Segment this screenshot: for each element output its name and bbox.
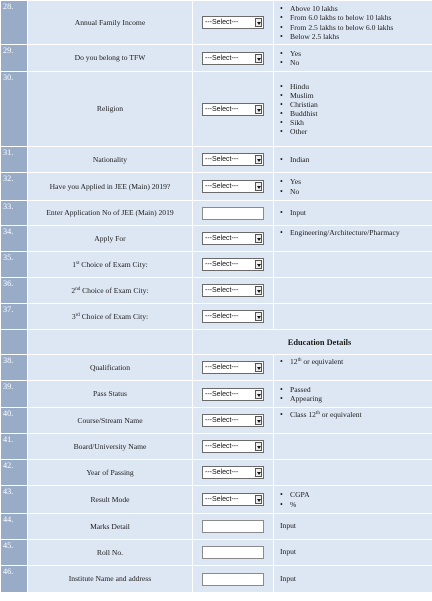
options-cell (274, 226, 432, 252)
form-row (1, 460, 432, 486)
field-label: Roll No. (28, 540, 193, 566)
field-label: Nationality (28, 147, 193, 173)
form-row (1, 540, 432, 566)
row-number: 42. (1, 460, 28, 486)
row-number: 32. (1, 173, 28, 201)
options-cell (274, 355, 432, 381)
exam-city-2-select[interactable]: ---Select--- (202, 284, 264, 297)
field-label: 2nd Choice of Exam City: (28, 278, 193, 304)
dropdown-arrow-icon (255, 468, 262, 477)
form-row (1, 173, 432, 201)
field-label: 3rd Choice of Exam City: (28, 304, 193, 330)
option-item: • Muslim (290, 91, 432, 100)
section-row (1, 330, 432, 355)
options-cell (274, 514, 432, 540)
option-item: • Yes (290, 177, 432, 186)
options-cell (274, 381, 432, 408)
options-cell (274, 1, 432, 45)
form-row (1, 486, 432, 514)
apply-for-select[interactable]: ---Select--- (202, 232, 264, 245)
dropdown-arrow-icon (255, 155, 262, 164)
form-row (1, 355, 432, 381)
nationality-select[interactable]: ---Select--- (202, 153, 264, 166)
options-cell (274, 278, 432, 304)
exam-city-3-select[interactable]: ---Select--- (202, 310, 264, 323)
jee-applied-select[interactable]: ---Select--- (202, 180, 264, 193)
form-row (1, 72, 432, 147)
dropdown-arrow-icon (255, 182, 262, 191)
dropdown-arrow-icon (255, 18, 262, 27)
option-item: • Christian (290, 100, 432, 109)
options-cell (274, 486, 432, 514)
dropdown-arrow-icon (255, 390, 262, 399)
dropdown-arrow-icon (255, 416, 262, 425)
options-cell (274, 540, 432, 566)
dropdown-arrow-icon (255, 234, 262, 243)
option-item: • 12th or equivalent (290, 357, 432, 366)
qualification-select[interactable]: ---Select--- (202, 361, 264, 374)
form-row (1, 278, 432, 304)
option-text: Input (280, 573, 297, 583)
row-number: 43. (1, 486, 28, 514)
form-row (1, 566, 432, 593)
options-cell (274, 408, 432, 434)
option-item: • From 2.5 lakhs to below 6.0 lakhs (290, 23, 432, 32)
option-item: • Hindu (290, 82, 432, 91)
row-number: 29. (1, 45, 28, 72)
jee-application-no-input[interactable] (202, 207, 264, 220)
row-number: 34. (1, 226, 28, 252)
option-item: • Above 10 lakhs (290, 4, 432, 13)
field-label: Board/University Name (28, 434, 193, 460)
option-item: • Class 12th or equivalent (290, 410, 432, 419)
dropdown-arrow-icon (255, 260, 262, 269)
options-cell (274, 304, 432, 330)
form-row (1, 1, 432, 45)
form-row (1, 147, 432, 173)
field-label: Institute Name and address (28, 566, 193, 593)
dropdown-arrow-icon (255, 442, 262, 451)
options-cell (274, 147, 432, 173)
option-item: • Below 2.5 lakhs (290, 32, 432, 41)
option-item: • Appearing (290, 394, 432, 403)
options-cell (274, 434, 432, 460)
form-row (1, 381, 432, 408)
dropdown-arrow-icon (255, 286, 262, 295)
row-number: 41. (1, 434, 28, 460)
row-number: 36. (1, 278, 28, 304)
option-text: Input (280, 521, 297, 531)
religion-select[interactable]: ---Select--- (202, 103, 264, 116)
dropdown-arrow-icon (255, 363, 262, 372)
dropdown-arrow-icon (255, 312, 262, 321)
row-number: 31. (1, 147, 28, 173)
form-row (1, 304, 432, 330)
field-label: Pass Status (28, 381, 193, 408)
board-university-select[interactable]: ---Select--- (202, 440, 264, 453)
field-label: 1st Choice of Exam City: (28, 252, 193, 278)
option-item: • Input (290, 208, 432, 217)
form-row (1, 201, 432, 226)
row-number: 30. (1, 72, 28, 147)
annual-income-select[interactable]: ---Select--- (202, 16, 264, 29)
option-item: • Sikh (290, 118, 432, 127)
option-item: • No (290, 187, 432, 196)
dropdown-arrow-icon (255, 54, 262, 63)
form-row (1, 252, 432, 278)
row-number: 37. (1, 304, 28, 330)
form-row (1, 45, 432, 72)
tfw-select[interactable]: ---Select--- (202, 52, 264, 65)
form-row (1, 226, 432, 252)
option-item: • Buddhist (290, 109, 432, 118)
marks-detail-input[interactable] (202, 520, 264, 533)
options-cell (274, 72, 432, 147)
exam-city-1-select[interactable]: ---Select--- (202, 258, 264, 271)
row-number: 35. (1, 252, 28, 278)
field-label: Result Mode (28, 486, 193, 514)
field-label: Marks Detail (28, 514, 193, 540)
options-cell (274, 566, 432, 593)
course-stream-select[interactable]: ---Select--- (202, 414, 264, 427)
row-number: 46. (1, 566, 28, 593)
option-item: • No (290, 58, 432, 67)
row-number: 33. (1, 201, 28, 226)
row-number: 28. (1, 1, 28, 45)
field-label: Qualification (28, 355, 193, 381)
field-label: Enter Application No of JEE (Main) 2019 (28, 201, 193, 226)
form-row (1, 434, 432, 460)
form-row (1, 408, 432, 434)
field-label: Annual Family Income (28, 1, 193, 45)
row-number: 40. (1, 408, 28, 434)
institute-name-input[interactable] (202, 573, 264, 586)
option-item: • Passed (290, 385, 432, 394)
options-cell (274, 252, 432, 278)
field-label: Religion (28, 72, 193, 147)
dropdown-arrow-icon (255, 105, 262, 114)
section-title: Education Details (193, 330, 432, 355)
row-number: 39. (1, 381, 28, 408)
roll-no-input[interactable] (202, 546, 264, 559)
options-cell (274, 201, 432, 226)
options-cell (274, 173, 432, 201)
option-item: • Other (290, 127, 432, 136)
option-item: • Engineering/Architecture/Pharmacy (290, 228, 432, 237)
field-label: Do you belong to TFW (28, 45, 193, 72)
row-number: 38. (1, 355, 28, 381)
field-label: Apply For (28, 226, 193, 252)
options-cell (274, 45, 432, 72)
options-cell (274, 460, 432, 486)
result-mode-select[interactable]: ---Select--- (202, 493, 264, 506)
field-label: Year of Passing (28, 460, 193, 486)
option-item: • Indian (290, 155, 432, 164)
option-text: Input (280, 547, 297, 557)
form-row (1, 514, 432, 540)
year-of-passing-select[interactable]: ---Select--- (202, 466, 264, 479)
row-number: 45. (1, 540, 28, 566)
field-label: Have you Applied in JEE (Main) 2019? (28, 173, 193, 201)
field-label: Course/Stream Name (28, 408, 193, 434)
option-item: • CGPA (290, 490, 432, 499)
pass-status-select[interactable]: ---Select--- (202, 388, 264, 401)
option-item: • From 6.0 lakhs to below 10 lakhs (290, 13, 432, 22)
row-number: 44. (1, 514, 28, 540)
option-item: • Yes (290, 49, 432, 58)
option-item: • % (290, 500, 432, 509)
dropdown-arrow-icon (255, 495, 262, 504)
